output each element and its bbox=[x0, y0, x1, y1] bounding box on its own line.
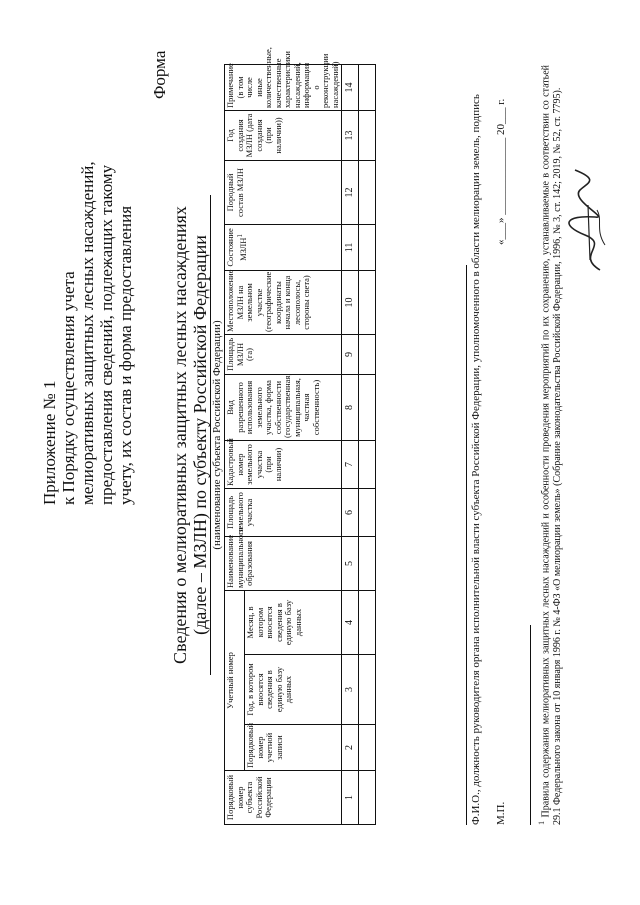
form-label: Форма bbox=[150, 50, 169, 99]
header-label: Состояние МЗЛН bbox=[225, 228, 248, 267]
subject-caption: (наименование субъекта Российской Федерации) bbox=[210, 195, 223, 675]
signatory-text: Ф.И.О., должность руководителя органа исполнительной власти субъекта Российской Федерации, уполномоченного в области мелиорации земель, подпись bbox=[470, 94, 482, 825]
document-title bbox=[170, 115, 210, 755]
column-number: 9 bbox=[342, 334, 359, 374]
footnote-text: Правила содержания мелиоративных защитных лесных насаждений и особенности проведения мероприятий по их сохранению, устанавливаемые в соответствии со статьей 29.1 Федерального закона от 10 января 1996 г. № 4-ФЗ «О мелиорации земель» (Собрание законодательства Российской Федерации, 1996, № 3, ст. 142; 2019, № 52, ст. 7795). bbox=[540, 65, 564, 825]
footnote-mark: 1 bbox=[537, 820, 546, 825]
appendix-line: к Порядку осуществления учета bbox=[59, 271, 78, 505]
appendix-line: предоставления сведений, подлежащих такому bbox=[97, 164, 116, 505]
column-number: 13 bbox=[342, 110, 359, 160]
header-cell: Вид разрешенного использования земельного участка, форма собственности (государственная, муниципальная, частная собственность) bbox=[225, 374, 342, 440]
empty-cell bbox=[359, 655, 376, 725]
header-cell: Порядковый номер субъекта Российской Федерации bbox=[225, 771, 342, 825]
column-number: 2 bbox=[342, 725, 359, 771]
appendix-line: Приложение № 1 bbox=[40, 380, 59, 505]
stamp-place: М.П. bbox=[495, 801, 507, 825]
header-cell: Порядковый номер учетной записи bbox=[245, 725, 342, 771]
column-number: 4 bbox=[342, 590, 359, 654]
signatory-caption bbox=[470, 94, 482, 825]
title-line: Сведения о мелиоративных защитных лесных насаждениях bbox=[170, 206, 190, 664]
empty-cell bbox=[359, 224, 376, 270]
column-number: 6 bbox=[342, 488, 359, 536]
appendix-line: учету, их состав и форма предоставления bbox=[116, 205, 135, 505]
empty-cell bbox=[359, 771, 376, 825]
header-cell: Год, в котором вносятся сведения в единую базу данных bbox=[245, 655, 342, 725]
registry-table bbox=[224, 47, 376, 825]
appendix-line: мелиоративных защитных лесных насаждений, bbox=[78, 161, 97, 505]
empty-cell bbox=[359, 110, 376, 160]
column-number: 5 bbox=[342, 536, 359, 590]
table-row bbox=[359, 64, 376, 824]
column-number: 14 bbox=[342, 64, 359, 110]
header-group-cell: Учетный номер bbox=[225, 590, 245, 770]
header-cell: Год создания МЗЛН (дата создания (при наличии)) bbox=[225, 110, 342, 160]
column-number: 3 bbox=[342, 655, 359, 725]
empty-cell bbox=[359, 725, 376, 771]
header-cell: Наименование муниципального образования bbox=[225, 536, 342, 590]
header-cell: Примечание (в том числе иные количественные, качественные характеристики насаждений, информация о реконструкции насаждений) bbox=[225, 64, 342, 110]
column-number: 11 bbox=[342, 224, 359, 270]
empty-cell bbox=[359, 334, 376, 374]
appendix-heading bbox=[40, 85, 135, 505]
empty-cell bbox=[359, 374, 376, 440]
footnote-rule bbox=[530, 625, 531, 825]
column-number: 7 bbox=[342, 440, 359, 488]
title-line: (далее – МЗЛН) по субъекту Российской Федерации bbox=[190, 235, 210, 635]
signature-rule bbox=[466, 265, 467, 825]
empty-cell bbox=[359, 590, 376, 654]
header-cell: Площадь МЗЛН (га) bbox=[225, 334, 342, 374]
header-cell: Месяц, в котором вносятся сведения в единую базу данных bbox=[245, 590, 342, 654]
handwritten-signature bbox=[555, 165, 615, 275]
empty-cell bbox=[359, 160, 376, 224]
footnote-ref: 1 bbox=[235, 234, 244, 238]
empty-cell bbox=[359, 536, 376, 590]
empty-cell bbox=[359, 270, 376, 334]
column-number: 10 bbox=[342, 270, 359, 334]
table-header-row bbox=[225, 64, 245, 824]
header-cell: Породный состав МЗЛН bbox=[225, 160, 342, 224]
column-number: 8 bbox=[342, 374, 359, 440]
header-cell bbox=[225, 224, 342, 270]
date-line: «___» ______________ 20___ г. bbox=[495, 98, 507, 245]
column-number: 12 bbox=[342, 160, 359, 224]
column-number-row bbox=[342, 64, 359, 824]
header-cell: Площадь земельного участка bbox=[225, 488, 342, 536]
header-cell: Местоположение МЗЛН на земельном участке (географические координаты начала и конца лесополосы, стороны света) bbox=[225, 270, 342, 334]
empty-cell bbox=[359, 64, 376, 110]
column-number: 1 bbox=[342, 771, 359, 825]
header-cell: Кадастровый номер земельного участка (при наличии) bbox=[225, 440, 342, 488]
empty-cell bbox=[359, 488, 376, 536]
empty-cell bbox=[359, 440, 376, 488]
